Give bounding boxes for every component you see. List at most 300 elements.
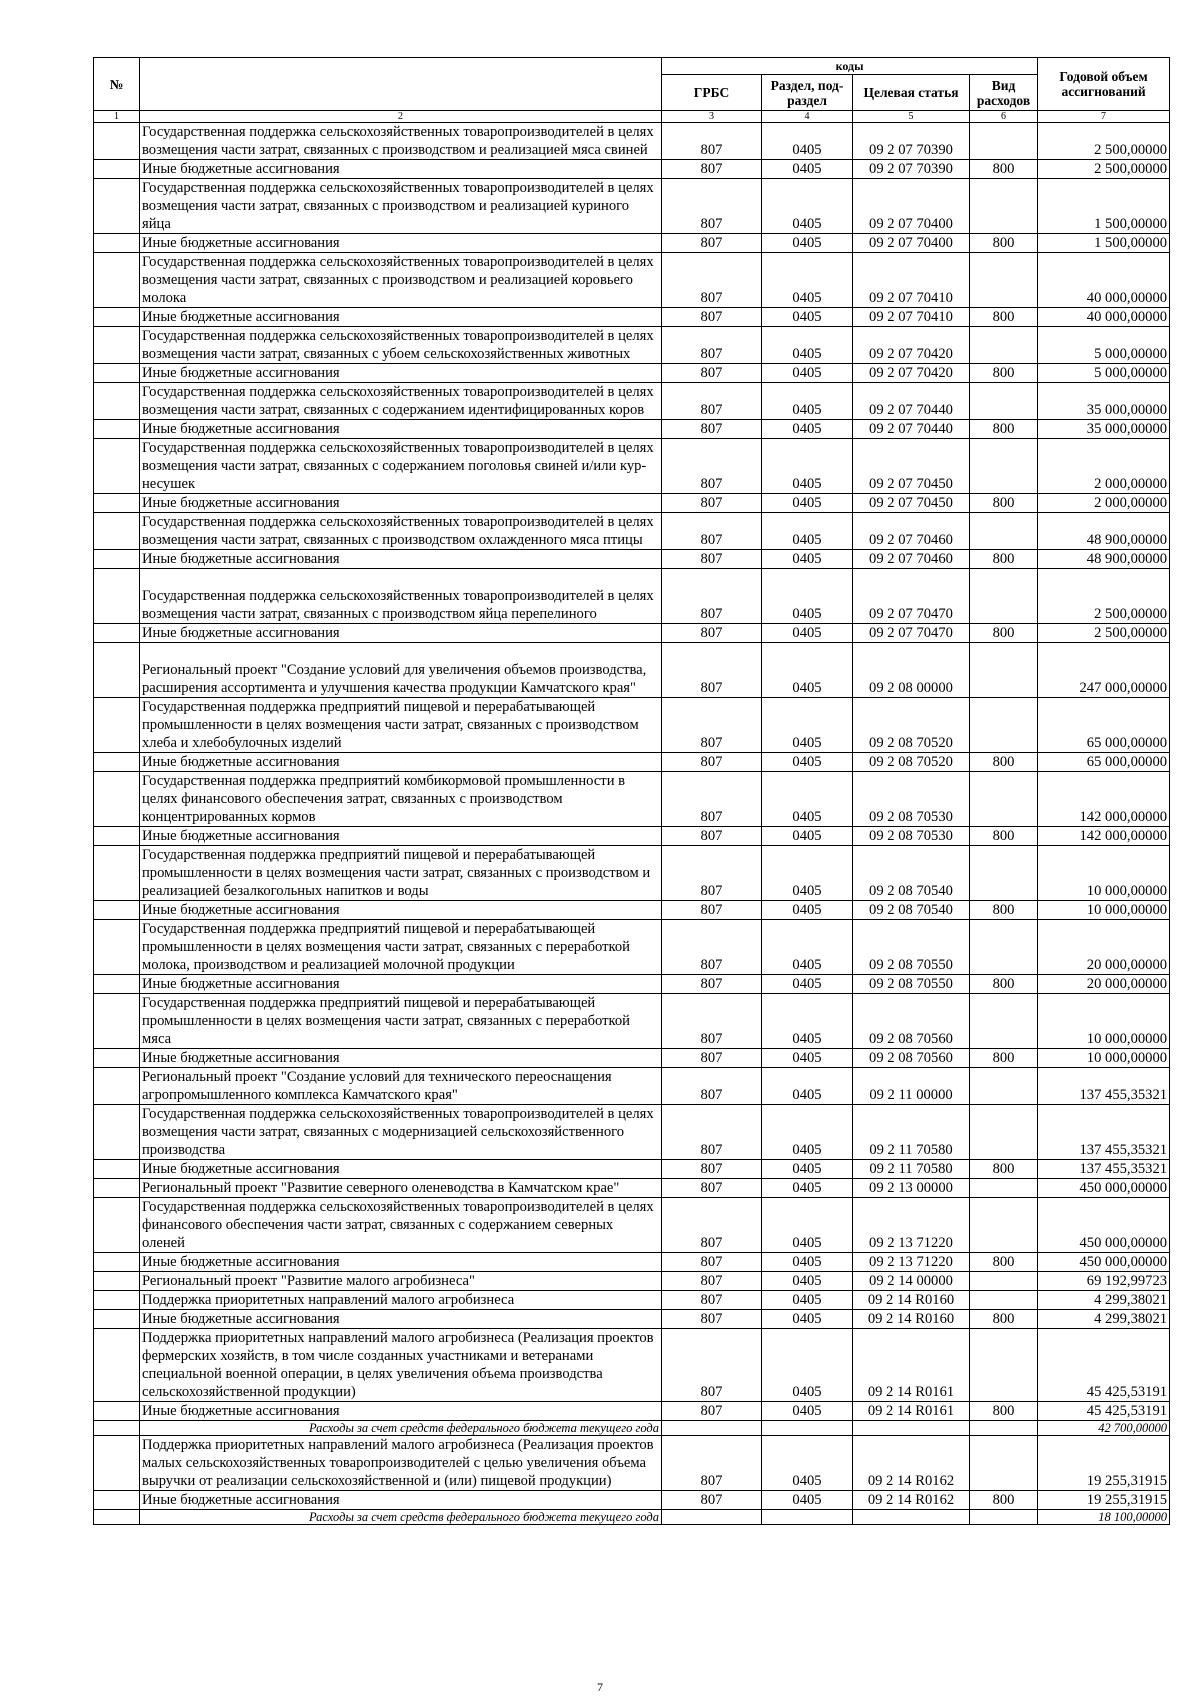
cell-grbs: 807 xyxy=(662,308,762,327)
cell-num xyxy=(94,550,140,569)
cell-name: Государственная поддержка предприятий комбикормовой промышленности в целях финансового обеспечения затрат, связанных с производством концентрированных кормов xyxy=(140,772,662,827)
column-number: 4 xyxy=(762,111,853,123)
cell-type xyxy=(970,253,1038,308)
cell-name: Государственная поддержка предприятий пищевой и перерабатывающей промышленности в целях возмещения части затрат, связанных с переработкой мяса xyxy=(140,994,662,1049)
cell-name: Государственная поддержка сельскохозяйственных товаропроизводителей в целях возмещения части затрат, связанных с убоем сельскохозяйственных животных xyxy=(140,327,662,364)
cell-section: 0405 xyxy=(762,439,853,494)
cell-grbs: 807 xyxy=(662,1291,762,1310)
cell-num xyxy=(94,1179,140,1198)
cell-type: 800 xyxy=(970,494,1038,513)
cell-section: 0405 xyxy=(762,753,853,772)
cell-name: Иные бюджетные ассигнования xyxy=(140,160,662,179)
cell-section xyxy=(762,1421,853,1436)
cell-num xyxy=(94,1436,140,1491)
cell-section: 0405 xyxy=(762,643,853,698)
cell-type xyxy=(970,920,1038,975)
cell-target: 09 2 13 00000 xyxy=(853,1179,970,1198)
cell-section: 0405 xyxy=(762,308,853,327)
cell-type xyxy=(970,1329,1038,1402)
cell-grbs: 807 xyxy=(662,327,762,364)
cell-num xyxy=(94,846,140,901)
cell-target: 09 2 07 70400 xyxy=(853,234,970,253)
cell-type: 800 xyxy=(970,550,1038,569)
cell-name: Иные бюджетные ассигнования xyxy=(140,827,662,846)
header-section: Раздел, под-раздел xyxy=(762,75,853,111)
cell-section: 0405 xyxy=(762,975,853,994)
cell-num xyxy=(94,327,140,364)
cell-num xyxy=(94,994,140,1049)
cell-target xyxy=(853,1421,970,1436)
cell-target: 09 2 14 R0160 xyxy=(853,1310,970,1329)
cell-amount: 19 255,31915 xyxy=(1038,1491,1170,1510)
cell-target: 09 2 07 70440 xyxy=(853,383,970,420)
cell-amount: 2 000,00000 xyxy=(1038,494,1170,513)
cell-name: Расходы за счет средств федерального бюджета текущего года xyxy=(140,1421,662,1436)
cell-type: 800 xyxy=(970,827,1038,846)
cell-target: 09 2 07 70450 xyxy=(853,494,970,513)
cell-target: 09 2 13 71220 xyxy=(853,1253,970,1272)
cell-section: 0405 xyxy=(762,994,853,1049)
cell-section: 0405 xyxy=(762,253,853,308)
cell-section: 0405 xyxy=(762,920,853,975)
cell-section: 0405 xyxy=(762,569,853,624)
cell-type: 800 xyxy=(970,1049,1038,1068)
cell-target: 09 2 08 70530 xyxy=(853,772,970,827)
cell-target: 09 2 14 00000 xyxy=(853,1272,970,1291)
cell-section: 0405 xyxy=(762,1272,853,1291)
table-row xyxy=(94,160,1170,179)
cell-amount: 69 192,99723 xyxy=(1038,1272,1170,1291)
cell-amount: 1 500,00000 xyxy=(1038,234,1170,253)
cell-section: 0405 xyxy=(762,901,853,920)
table-row xyxy=(94,1310,1170,1329)
cell-target: 09 2 07 70400 xyxy=(853,179,970,234)
cell-grbs: 807 xyxy=(662,1105,762,1160)
cell-amount: 45 425,53191 xyxy=(1038,1402,1170,1421)
cell-section: 0405 xyxy=(762,1049,853,1068)
cell-section: 0405 xyxy=(762,123,853,160)
table-row xyxy=(94,994,1170,1049)
cell-amount: 2 500,00000 xyxy=(1038,123,1170,160)
cell-num xyxy=(94,772,140,827)
cell-section: 0405 xyxy=(762,1105,853,1160)
cell-num xyxy=(94,643,140,698)
cell-name: Региональный проект "Развитие малого агробизнеса" xyxy=(140,1272,662,1291)
table-row xyxy=(94,827,1170,846)
cell-grbs: 807 xyxy=(662,1402,762,1421)
table-row xyxy=(94,772,1170,827)
cell-target: 09 2 14 R0161 xyxy=(853,1402,970,1421)
page-number: 7 xyxy=(597,1680,603,1694)
cell-grbs: 807 xyxy=(662,569,762,624)
cell-target: 09 2 08 70520 xyxy=(853,753,970,772)
cell-section: 0405 xyxy=(762,1160,853,1179)
cell-grbs: 807 xyxy=(662,1436,762,1491)
cell-type: 800 xyxy=(970,308,1038,327)
header-name xyxy=(140,58,662,111)
table-row xyxy=(94,698,1170,753)
cell-type: 800 xyxy=(970,234,1038,253)
table-row xyxy=(94,846,1170,901)
cell-num xyxy=(94,1253,140,1272)
cell-amount: 450 000,00000 xyxy=(1038,1198,1170,1253)
cell-num xyxy=(94,1105,140,1160)
cell-grbs: 807 xyxy=(662,383,762,420)
cell-type: 800 xyxy=(970,1491,1038,1510)
cell-grbs: 807 xyxy=(662,179,762,234)
cell-type xyxy=(970,569,1038,624)
cell-amount: 4 299,38021 xyxy=(1038,1291,1170,1310)
cell-type xyxy=(970,1421,1038,1436)
cell-num xyxy=(94,1329,140,1402)
cell-name: Иные бюджетные ассигнования xyxy=(140,1253,662,1272)
cell-amount: 42 700,00000 xyxy=(1038,1421,1170,1436)
cell-name: Иные бюджетные ассигнования xyxy=(140,494,662,513)
cell-type: 800 xyxy=(970,1160,1038,1179)
cell-target: 09 2 07 70410 xyxy=(853,253,970,308)
header-codes: коды xyxy=(662,58,1038,75)
cell-name: Поддержка приоритетных направлений малого агробизнеса (Реализация проектов фермерских хозяйств, в том числе созданных участниками и ветеранами специальной военной операции, в целях увеличения объема производства сельскохозяйственной продукции) xyxy=(140,1329,662,1402)
cell-type xyxy=(970,1272,1038,1291)
cell-grbs: 807 xyxy=(662,513,762,550)
cell-name: Государственная поддержка сельскохозяйственных товаропроизводителей в целях возмещения части затрат, связанных с производством и реализацией куриного яйца xyxy=(140,179,662,234)
cell-grbs: 807 xyxy=(662,827,762,846)
cell-amount: 2 500,00000 xyxy=(1038,160,1170,179)
cell-num xyxy=(94,1421,140,1436)
cell-num xyxy=(94,920,140,975)
cell-section: 0405 xyxy=(762,1068,853,1105)
cell-target: 09 2 08 70550 xyxy=(853,975,970,994)
cell-amount: 10 000,00000 xyxy=(1038,994,1170,1049)
cell-num xyxy=(94,1160,140,1179)
cell-section: 0405 xyxy=(762,327,853,364)
table-row xyxy=(94,308,1170,327)
cell-type xyxy=(970,1291,1038,1310)
cell-target: 09 2 14 R0160 xyxy=(853,1291,970,1310)
cell-amount: 10 000,00000 xyxy=(1038,901,1170,920)
cell-amount: 45 425,53191 xyxy=(1038,1329,1170,1402)
table-row xyxy=(94,920,1170,975)
cell-amount: 40 000,00000 xyxy=(1038,253,1170,308)
cell-num xyxy=(94,513,140,550)
table-row xyxy=(94,1049,1170,1068)
cell-name: Иные бюджетные ассигнования xyxy=(140,753,662,772)
cell-target: 09 2 07 70390 xyxy=(853,160,970,179)
cell-amount: 65 000,00000 xyxy=(1038,753,1170,772)
cell-target xyxy=(853,1510,970,1525)
cell-amount: 35 000,00000 xyxy=(1038,420,1170,439)
cell-section: 0405 xyxy=(762,827,853,846)
cell-grbs: 807 xyxy=(662,364,762,383)
cell-section: 0405 xyxy=(762,698,853,753)
cell-amount: 5 000,00000 xyxy=(1038,327,1170,364)
cell-grbs: 807 xyxy=(662,1272,762,1291)
cell-grbs: 807 xyxy=(662,753,762,772)
cell-section: 0405 xyxy=(762,1436,853,1491)
table-row xyxy=(94,123,1170,160)
cell-target: 09 2 08 70560 xyxy=(853,994,970,1049)
table-row xyxy=(94,1402,1170,1421)
cell-name: Иные бюджетные ассигнования xyxy=(140,1160,662,1179)
cell-type xyxy=(970,643,1038,698)
cell-name: Государственная поддержка сельскохозяйственных товаропроизводителей в целях возмещения части затрат, связанных с производством и реализацией мяса свиней xyxy=(140,123,662,160)
cell-amount: 48 900,00000 xyxy=(1038,513,1170,550)
cell-grbs: 807 xyxy=(662,1049,762,1068)
cell-num xyxy=(94,1049,140,1068)
table-row xyxy=(94,975,1170,994)
cell-type xyxy=(970,439,1038,494)
cell-amount: 40 000,00000 xyxy=(1038,308,1170,327)
cell-section: 0405 xyxy=(762,420,853,439)
cell-target: 09 2 07 70440 xyxy=(853,420,970,439)
cell-section: 0405 xyxy=(762,234,853,253)
cell-amount: 450 000,00000 xyxy=(1038,1253,1170,1272)
cell-num xyxy=(94,1291,140,1310)
cell-type: 800 xyxy=(970,1310,1038,1329)
cell-type: 800 xyxy=(970,624,1038,643)
cell-type xyxy=(970,1105,1038,1160)
table-row xyxy=(94,1329,1170,1402)
cell-name: Расходы за счет средств федерального бюджета текущего года xyxy=(140,1510,662,1525)
cell-num xyxy=(94,827,140,846)
cell-type: 800 xyxy=(970,975,1038,994)
cell-amount: 137 455,35321 xyxy=(1038,1068,1170,1105)
cell-amount: 142 000,00000 xyxy=(1038,827,1170,846)
cell-amount: 247 000,00000 xyxy=(1038,643,1170,698)
cell-target: 09 2 14 R0162 xyxy=(853,1491,970,1510)
cell-amount: 4 299,38021 xyxy=(1038,1310,1170,1329)
cell-section: 0405 xyxy=(762,1179,853,1198)
cell-name: Региональный проект "Создание условий для технического переоснащения агропромышленного комплекса Камчатского края" xyxy=(140,1068,662,1105)
cell-section: 0405 xyxy=(762,494,853,513)
table-row xyxy=(94,1291,1170,1310)
cell-amount: 2 000,00000 xyxy=(1038,439,1170,494)
table-row xyxy=(94,1253,1170,1272)
cell-target: 09 2 07 70450 xyxy=(853,439,970,494)
column-numbers-row xyxy=(94,111,1170,123)
header-num: № xyxy=(94,58,140,111)
cell-grbs xyxy=(662,1421,762,1436)
cell-grbs: 807 xyxy=(662,772,762,827)
cell-type: 800 xyxy=(970,1402,1038,1421)
cell-num xyxy=(94,1068,140,1105)
cell-section: 0405 xyxy=(762,624,853,643)
cell-target: 09 2 11 70580 xyxy=(853,1160,970,1179)
cell-target: 09 2 08 00000 xyxy=(853,643,970,698)
cell-name: Иные бюджетные ассигнования xyxy=(140,308,662,327)
cell-num xyxy=(94,123,140,160)
cell-type xyxy=(970,383,1038,420)
cell-amount: 20 000,00000 xyxy=(1038,975,1170,994)
cell-grbs: 807 xyxy=(662,123,762,160)
cell-name: Региональный проект "Создание условий для увеличения объемов производства, расширения ассортимента и улучшения качества продукции Камчатского края" xyxy=(140,643,662,698)
cell-name: Государственная поддержка сельскохозяйственных товаропроизводителей в целях возмещения части затрат, связанных с содержанием поголовья свиней и/или кур-несушек xyxy=(140,439,662,494)
cell-section: 0405 xyxy=(762,160,853,179)
cell-type xyxy=(970,1179,1038,1198)
cell-amount: 137 455,35321 xyxy=(1038,1160,1170,1179)
cell-grbs: 807 xyxy=(662,1491,762,1510)
cell-name: Иные бюджетные ассигнования xyxy=(140,624,662,643)
cell-target: 09 2 07 70470 xyxy=(853,624,970,643)
cell-grbs: 807 xyxy=(662,1310,762,1329)
cell-type: 800 xyxy=(970,1253,1038,1272)
column-number: 6 xyxy=(970,111,1038,123)
cell-amount: 2 500,00000 xyxy=(1038,624,1170,643)
table-row xyxy=(94,624,1170,643)
cell-grbs: 807 xyxy=(662,1198,762,1253)
table-row xyxy=(94,1198,1170,1253)
table-row xyxy=(94,234,1170,253)
cell-name: Государственная поддержка сельскохозяйственных товаропроизводителей в целях возмещения части затрат, связанных с производством и реализацией коровьего молока xyxy=(140,253,662,308)
cell-target: 09 2 11 00000 xyxy=(853,1068,970,1105)
cell-target: 09 2 11 70580 xyxy=(853,1105,970,1160)
table-header xyxy=(94,58,1170,111)
cell-type xyxy=(970,1436,1038,1491)
cell-grbs: 807 xyxy=(662,420,762,439)
cell-num xyxy=(94,1310,140,1329)
cell-name: Государственная поддержка предприятий пищевой и перерабатывающей промышленности в целях возмещения части затрат, связанных с производством хлеба и хлебобулочных изделий xyxy=(140,698,662,753)
cell-amount: 2 500,00000 xyxy=(1038,569,1170,624)
cell-target: 09 2 14 R0162 xyxy=(853,1436,970,1491)
cell-section: 0405 xyxy=(762,1310,853,1329)
cell-num xyxy=(94,1272,140,1291)
cell-grbs: 807 xyxy=(662,160,762,179)
cell-grbs: 807 xyxy=(662,1068,762,1105)
cell-type: 800 xyxy=(970,364,1038,383)
cell-section: 0405 xyxy=(762,1491,853,1510)
cell-amount: 65 000,00000 xyxy=(1038,698,1170,753)
cell-section: 0405 xyxy=(762,383,853,420)
cell-type xyxy=(970,698,1038,753)
table-row xyxy=(94,550,1170,569)
cell-section xyxy=(762,1510,853,1525)
cell-section: 0405 xyxy=(762,846,853,901)
cell-num xyxy=(94,420,140,439)
cell-section: 0405 xyxy=(762,1402,853,1421)
table-row-note xyxy=(94,1510,1170,1525)
cell-num xyxy=(94,253,140,308)
header-type: Вид расходов xyxy=(970,75,1038,111)
cell-grbs: 807 xyxy=(662,439,762,494)
column-number: 3 xyxy=(662,111,762,123)
header-grbs: ГРБС xyxy=(662,75,762,111)
cell-type xyxy=(970,1068,1038,1105)
cell-num xyxy=(94,569,140,624)
cell-name: Иные бюджетные ассигнования xyxy=(140,1491,662,1510)
cell-target: 09 2 08 70540 xyxy=(853,846,970,901)
cell-num xyxy=(94,1198,140,1253)
cell-num xyxy=(94,698,140,753)
table-row xyxy=(94,1179,1170,1198)
cell-name: Государственная поддержка сельскохозяйственных товаропроизводителей в целях финансового обеспечения части затрат, связанных с содержанием северных оленей xyxy=(140,1198,662,1253)
cell-target: 09 2 08 70520 xyxy=(853,698,970,753)
cell-num xyxy=(94,624,140,643)
cell-grbs: 807 xyxy=(662,698,762,753)
cell-name: Государственная поддержка сельскохозяйственных товаропроизводителей в целях возмещения части затрат, связанных с производством охлажденного мяса птицы xyxy=(140,513,662,550)
cell-section: 0405 xyxy=(762,1198,853,1253)
table-row-note xyxy=(94,1421,1170,1436)
cell-type xyxy=(970,513,1038,550)
cell-name: Иные бюджетные ассигнования xyxy=(140,364,662,383)
table-row xyxy=(94,179,1170,234)
cell-num xyxy=(94,975,140,994)
cell-amount: 142 000,00000 xyxy=(1038,772,1170,827)
table-row xyxy=(94,420,1170,439)
cell-grbs: 807 xyxy=(662,1329,762,1402)
cell-grbs: 807 xyxy=(662,994,762,1049)
cell-name: Иные бюджетные ассигнования xyxy=(140,975,662,994)
table-row xyxy=(94,1491,1170,1510)
cell-grbs: 807 xyxy=(662,1253,762,1272)
table-row xyxy=(94,327,1170,364)
header-target: Целевая статья xyxy=(853,75,970,111)
cell-section: 0405 xyxy=(762,550,853,569)
cell-grbs: 807 xyxy=(662,846,762,901)
cell-type xyxy=(970,1510,1038,1525)
cell-target: 09 2 07 70420 xyxy=(853,364,970,383)
cell-grbs: 807 xyxy=(662,643,762,698)
cell-amount: 10 000,00000 xyxy=(1038,846,1170,901)
table-row xyxy=(94,1068,1170,1105)
cell-type xyxy=(970,327,1038,364)
cell-amount: 20 000,00000 xyxy=(1038,920,1170,975)
cell-target: 09 2 07 70470 xyxy=(853,569,970,624)
cell-amount: 137 455,35321 xyxy=(1038,1105,1170,1160)
cell-amount: 5 000,00000 xyxy=(1038,364,1170,383)
cell-amount: 19 255,31915 xyxy=(1038,1436,1170,1491)
table-body xyxy=(94,111,1170,1525)
cell-grbs: 807 xyxy=(662,901,762,920)
cell-type: 800 xyxy=(970,160,1038,179)
cell-grbs: 807 xyxy=(662,253,762,308)
table-row xyxy=(94,753,1170,772)
cell-target: 09 2 08 70550 xyxy=(853,920,970,975)
cell-type xyxy=(970,846,1038,901)
cell-target: 09 2 13 71220 xyxy=(853,1198,970,1253)
cell-name: Государственная поддержка сельскохозяйственных товаропроизводителей в целях возмещения части затрат, связанных с производством яйца перепелиного xyxy=(140,569,662,624)
budget-table xyxy=(93,57,1170,1525)
table-row xyxy=(94,1436,1170,1491)
cell-amount: 35 000,00000 xyxy=(1038,383,1170,420)
cell-target: 09 2 07 70460 xyxy=(853,550,970,569)
cell-amount: 1 500,00000 xyxy=(1038,179,1170,234)
cell-section: 0405 xyxy=(762,513,853,550)
cell-type: 800 xyxy=(970,753,1038,772)
cell-name: Поддержка приоритетных направлений малого агробизнеса (Реализация проектов малых сельскохозяйственных товаропроизводителей с целью увеличения объема выручки от реализации сельскохозяйственной и (или) пищевой продукции) xyxy=(140,1436,662,1491)
table-row xyxy=(94,1272,1170,1291)
cell-amount: 10 000,00000 xyxy=(1038,1049,1170,1068)
cell-num xyxy=(94,234,140,253)
table-row xyxy=(94,513,1170,550)
cell-section: 0405 xyxy=(762,1329,853,1402)
cell-section: 0405 xyxy=(762,364,853,383)
column-number: 7 xyxy=(1038,111,1170,123)
cell-type xyxy=(970,1198,1038,1253)
table-row xyxy=(94,1105,1170,1160)
table-row xyxy=(94,253,1170,308)
cell-num xyxy=(94,1402,140,1421)
table-row xyxy=(94,494,1170,513)
cell-target: 09 2 07 70410 xyxy=(853,308,970,327)
table-row xyxy=(94,364,1170,383)
cell-type: 800 xyxy=(970,901,1038,920)
cell-type xyxy=(970,123,1038,160)
column-number: 1 xyxy=(94,111,140,123)
table-row xyxy=(94,439,1170,494)
cell-grbs: 807 xyxy=(662,975,762,994)
table-row xyxy=(94,569,1170,624)
cell-grbs: 807 xyxy=(662,234,762,253)
